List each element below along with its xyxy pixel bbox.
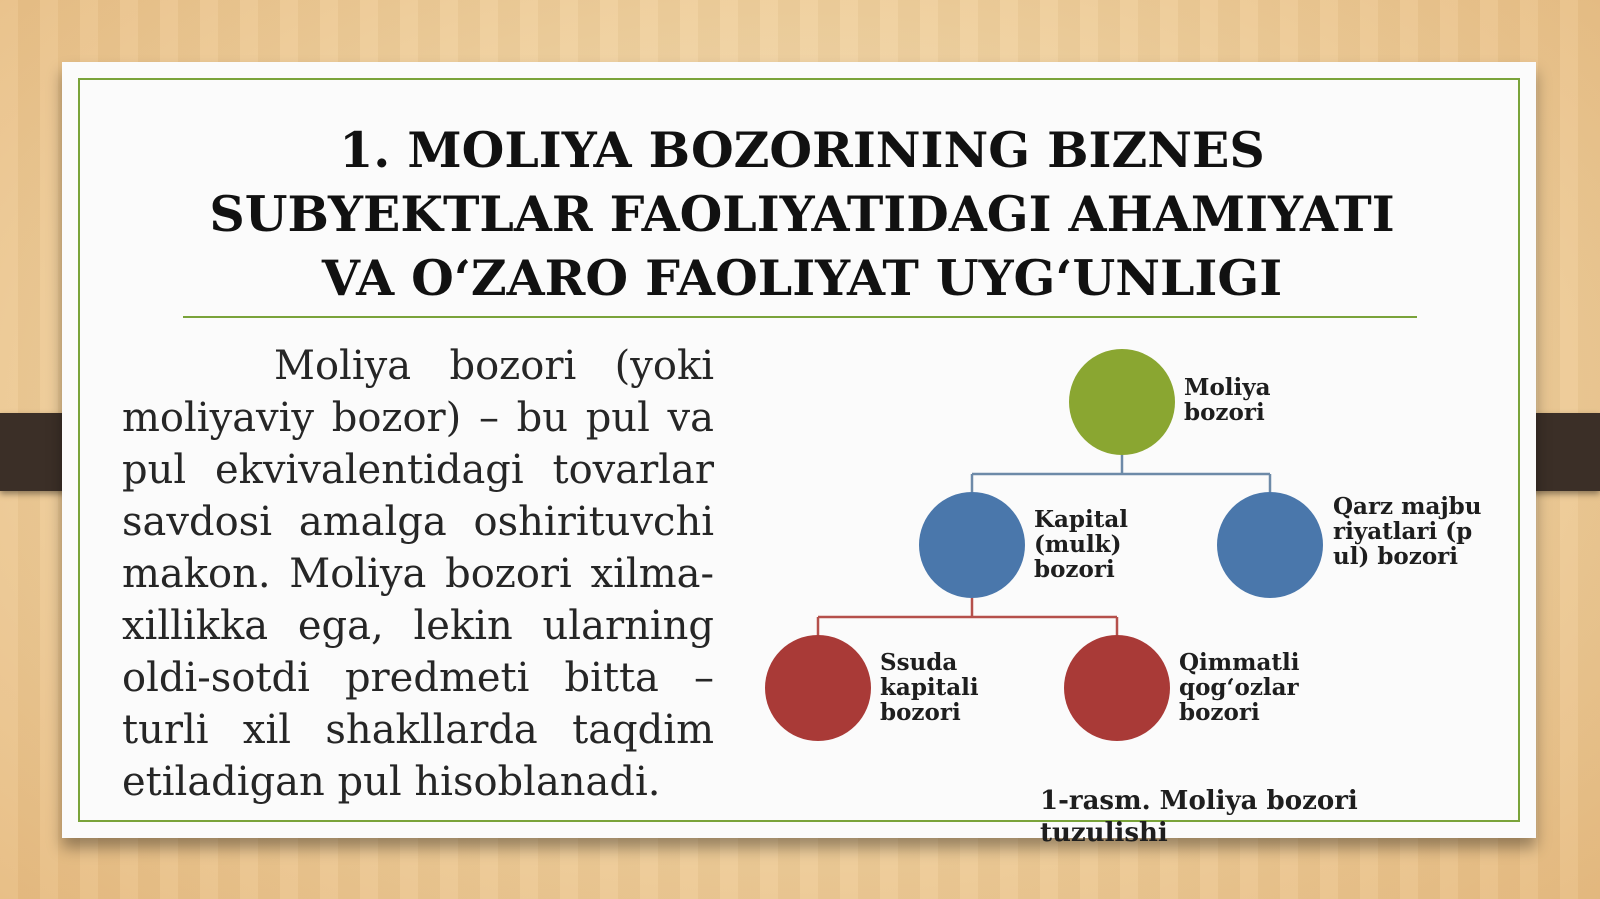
node-securities-circle (1064, 635, 1170, 741)
node-securities-label: Qimmatli qog‘ozlar bozori (1179, 649, 1300, 726)
node-debt-label: Qarz majburiyatlari (pul) bozori (1333, 493, 1482, 570)
slide-title: 1. MOLIYA BOZORINING BIZNES SUBYEKTLAR FAOLIYATIDAGI AHAMIYATI VA O‘ZARO FAOLIYAT UYG‘UNLIGI (209, 121, 1395, 307)
connectors-level2 (818, 598, 1117, 636)
body-paragraph: Moliya bozori (yoki moliyaviy bozor) – bu pul va pul ekvivalentidagi tovarlar savdosi amalga oshirituvchi makon. Moliya bozori xilma-xillikka ega, lekin ularning oldi-sotdi predmeti bitta – turli xil shakllarda taqdim etiladigan pul hisoblanadi. (122, 343, 714, 805)
node-loan-circle (765, 635, 871, 741)
node-capital-label: Kapital (mulk) bozori (1034, 506, 1128, 583)
node-loan-label: Ssuda kapitali bozori (880, 649, 979, 726)
node-root-circle (1069, 349, 1175, 455)
connectors-level1 (972, 455, 1270, 492)
node-capital-circle (919, 492, 1025, 598)
node-root-label: Moliya bozori (1184, 374, 1271, 426)
node-debt-circle (1217, 492, 1323, 598)
figure-caption: 1-rasm. Moliya bozori tuzulishi (1040, 786, 1358, 848)
